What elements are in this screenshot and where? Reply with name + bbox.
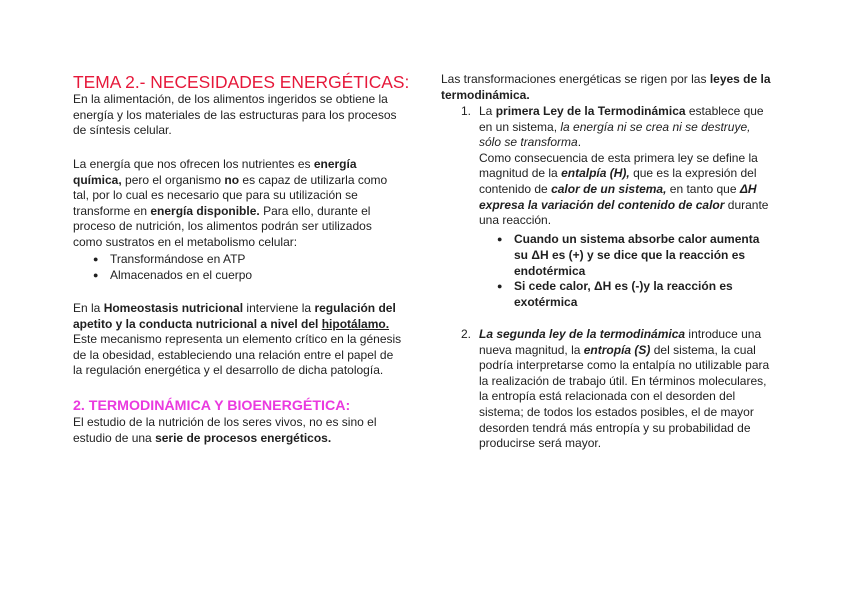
second-law-paragraph: La segunda ley de la termodinámica introduce una nueva magnitud, la entropía (S) del sistema, la cual podría interpretarse como la entalpía no utilizable para la realización de trabajo útil. En términos moleculares, la entropía está relacionada con el desorden del sistema; de todos los estados posibles, el de mayor desorden tendrá más entropía y su probabilidad de producirse será mayor. [479,327,770,451]
page-title: TEMA 2.- NECESIDADES ENERGÉTICAS: [73,72,410,92]
list-item: ● Almacenados en el cuerpo [93,267,253,282]
list-number: 1. [461,104,472,118]
list-item: ● Cuando un sistema absorbe calor aumenta su ΔH es (+) y se dice que la reacción es endotérmica [497,232,760,278]
homeostasis-paragraph: En la Homeostasis nutricional interviene la regulación del apetito y la conducta nutricional a nivel del hipotálamo. Este mecanismo representa un elemento crítico en la génesis de la obesidad, estableciendo una relación entre el papel de la regulación energética y el desarrollo de dicha patología. [73,301,402,378]
enthalpy-list [497,232,776,311]
substrate-list [93,252,400,284]
laws-intro: Las transformaciones energéticas se rigen por las leyes de la termodinámica. [441,72,771,102]
energy-paragraph: La energía que nos ofrecen los nutrientes es energía química, pero el organismo no es capaz de utilizarla como tal, por lo cual es necesario que para su utilización se transforme en energía disponible. Para ello, durante el proceso de nutrición, los alimentos podrán ser utilizados como sustratos en el metabolismo celular: [73,157,388,249]
bullet-icon: ● [497,281,503,292]
thermo-paragraph: El estudio de la nutrición de los seres vivos, no es sino el estudio de una serie de procesos energéticos. [73,415,377,445]
bullet-icon: ● [93,254,99,264]
bullet-icon: ● [93,269,99,280]
first-law-paragraph: La primera Ley de la Termodinámica establece que en un sistema, la energía ni se crea ni se destruye, sólo se transforma. Como consecuencia de esta primera ley se define la magnitud de la entalpía (H), que es la expresión del contenido de calor de un sistema, en tanto que ΔH expresa la variación del contenido de calor durante una reacción. [479,104,769,228]
bullet-icon: ● [497,234,503,244]
intro-paragraph: En la alimentación, de los alimentos ingeridos se obtiene la energía y los materiales de las estructuras para los procesos de síntesis celular. [73,92,397,138]
list-number: 2. [461,327,472,341]
section-heading: 2. TERMODINÁMICA Y BIOENERGÉTICA: [73,398,351,414]
list-item: ● Transformándose en ATP [93,252,246,266]
list-item: ● Si cede calor, ΔH es (-)y la reacción es exotérmica [497,279,733,310]
